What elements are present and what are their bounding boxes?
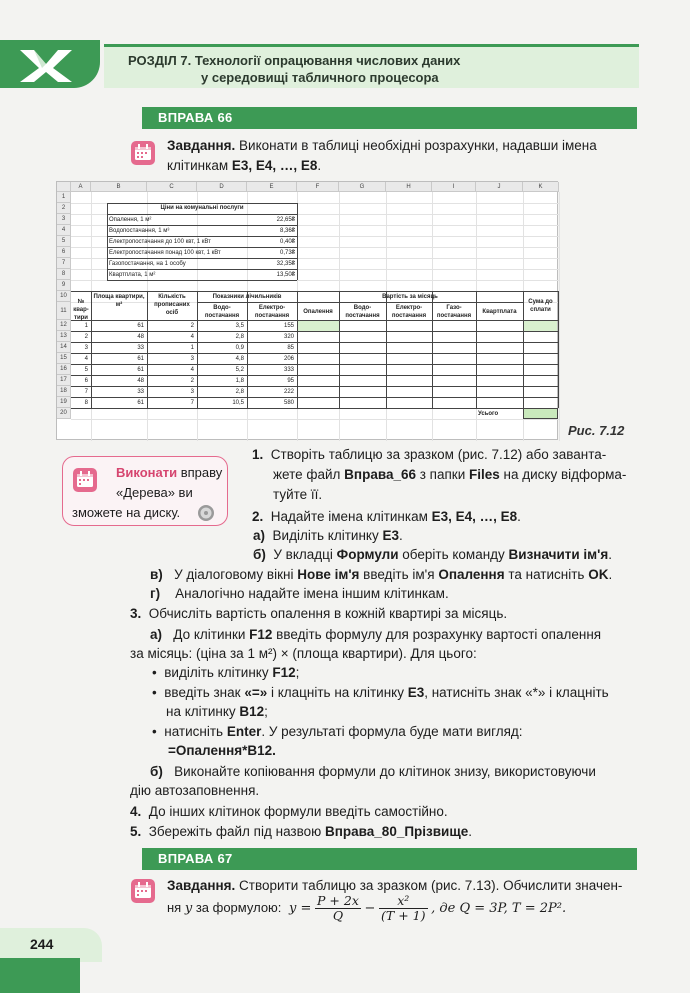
bullet-3: • натисніть Enter. У результаті формула буде мати вигляд: [152,724,523,739]
bullet-2-line2: на клітинку B12; [166,704,268,719]
header-elec: Електро-постачання [254,305,290,319]
bullet-1: • виділіть клітинку F12; [152,665,300,680]
step-3b-line2: дію автозаповнення. [130,783,260,798]
table-cell: 2 [190,378,194,384]
table-cell: 2 [84,334,88,340]
row-header: 2 [57,203,71,214]
chapter-title: РОЗДІЛ 7. Технології опрацювання числових даних у середовищі табличного процесора [128,53,461,85]
grid-line [71,419,559,420]
page-number: 244 [30,936,54,952]
table-cell: 222 [283,389,294,395]
header-cost-elec: Електро-постачання [391,305,427,319]
price-name: Електропостачання понад 100 квт, 1 кВт [109,250,221,256]
total-cell [523,408,558,419]
price-name: Опалення, 1 м² [109,217,152,223]
disk-icon [197,504,215,522]
header-heat: Опалення [303,309,333,315]
row-header: 20 [57,408,71,419]
row-header: 12 [57,320,71,331]
row-header: 11 [57,302,71,320]
header-area: Площа квартири, м² [93,294,145,308]
exercise-66-label: ВПРАВА 66 [158,110,233,125]
table-cell: 2,8 [235,334,244,340]
row-header: 16 [57,364,71,375]
table-cell: 85 [287,345,294,351]
chapter-x-icon [12,46,82,84]
table-cell: 2 [190,323,194,329]
fraction-2: $\frac{\text{x²}}{(T + 1)}$ [381,893,426,923]
task-icon [130,140,156,166]
step-3b: б) Виконайте копіювання формули до клітинок знизу, використовуючи [150,764,596,779]
table-cell: 1 [84,323,88,329]
table-cell: 33 [137,389,144,395]
selected-cell-k12 [524,321,557,331]
side-note-text: Виконати вправу «Дерева» ви [116,465,223,500]
grid-line [559,192,560,441]
column-header: F [297,182,339,192]
table-cell: 6 [84,378,88,384]
prices-title: Ціни на комунальні послуги [160,205,244,211]
chapter-logo [0,40,100,88]
table-cell: 8 [84,400,88,406]
table-cell: 4 [190,334,194,340]
header-water: Водо-постачання [204,305,240,319]
header-meters: Показники лічильників [212,294,282,300]
total-label: Усього [478,411,499,417]
page-tab-dark [0,958,80,993]
price-row-border [107,225,297,226]
exercise-67-formula-line: ня y за формулою: y = $\frac{P + 2x}{Q}$ − $\frac{\text{x²}}{(T + 1)}$ , де Q = 3P, T = 2P². [167,893,567,923]
disk-task-icon [72,467,98,493]
step-1: 1. Створіть таблицю за зразком (рис. 7.12) або заванта- [252,447,607,462]
table-cell: 3,5 [235,323,244,329]
table-cell: 61 [137,323,144,329]
column-header: H [386,182,432,192]
price-block-border [107,280,297,281]
table-cell: 206 [283,356,294,362]
row-header: 3 [57,214,71,225]
row-header: 5 [57,236,71,247]
task-icon-67 [130,878,156,904]
table-cell: 48 [137,334,144,340]
step-3: 3. Обчисліть вартість опалення в кожній квартирі за місяць. [130,606,508,621]
step-2a: а) Виділіть клітинку E3. [253,528,403,543]
step-2: 2. Надайте імена клітинкам E3, E4, …, E8. [252,509,521,524]
column-header: K [523,182,559,192]
table-row-border [71,342,558,343]
step-2d: г) Аналогічно надайте імена іншим клітинкам. [150,586,449,601]
table-cell: 4,8 [235,356,244,362]
price-name: Електропостачання до 100 квт, 1 кВт [109,239,211,245]
table-cell: 2,8 [235,389,244,395]
table-cell: 580 [283,400,294,406]
table-cell: 0,9 [235,345,244,351]
column-header: C [147,182,197,192]
table-cell: 1 [190,345,194,351]
exercise-67-label: ВПРАВА 67 [158,851,233,866]
table-cell: 7 [84,389,88,395]
row-header: 10 [57,291,71,302]
side-note-text-line3: зможете на диску. [72,505,181,520]
table-cell: 4 [190,367,194,373]
column-header: D [197,182,247,192]
row-header: 6 [57,247,71,258]
price-value: 0,40₴ [279,239,295,245]
sheet-corner [57,182,71,192]
row-header: 1 [57,192,71,203]
table-row-border [71,331,558,332]
selected-cell-f12 [298,321,339,331]
table-col-border [558,291,559,408]
price-name: Газопостачання, на 1 особу [109,261,186,267]
table-cell: 333 [283,367,294,373]
row-header: 18 [57,386,71,397]
meters-subheader-border [197,302,297,303]
row-header: 9 [57,280,71,291]
table-border [71,291,558,292]
step-1-line2: жете файл Вправа_66 з папки Files на диску відформа- [273,467,627,482]
step-1-line3: туйте її. [273,487,323,502]
table-cell: 95 [287,378,294,384]
step-3a: а) До клітинки F12 введіть формулу для розрахунку вартості опалення [150,627,602,642]
table-cell: 3 [84,345,88,351]
table-cell: 155 [283,323,294,329]
column-header: A [71,182,91,192]
table-cell: 3 [190,356,194,362]
table-row-border [71,364,558,365]
table-cell: 5 [84,367,88,373]
table-cell: 3 [190,389,194,395]
bullet-2: • введіть знак «=» і клацніть на клітинку E3, натисніть знак «*» і клацніть [152,685,609,700]
row-header: 13 [57,331,71,342]
fraction-1: $\frac{P + 2x}{Q}$ [317,893,359,923]
table-border [71,408,558,409]
table-cell: 4 [84,356,88,362]
table-cell: 33 [137,345,144,351]
column-header: E [247,182,297,192]
header-cost-water: Водо-постачання [345,305,380,319]
price-value: 0,73₴ [279,250,295,256]
spreadsheet-figure [56,181,558,440]
row-header: 8 [57,269,71,280]
price-row-border [107,236,297,237]
header-people: Кількість прописаних осіб [154,294,190,316]
table-cell: 10,5 [232,400,244,406]
column-header: G [339,182,386,192]
header-gas: Газо-постачання [436,305,472,319]
table-row-border [71,386,558,387]
column-header: I [432,182,476,192]
price-row-border [107,258,297,259]
row-header: 17 [57,375,71,386]
price-name: Водопостачання, 1 м³ [109,228,170,234]
exercise-66-task: Завдання. Виконати в таблиці необхідні розрахунки, надавши імена клітинкам E3, E4, …, E8. [167,138,597,173]
table-cell: 48 [137,378,144,384]
price-value: 32,35₴ [276,261,295,267]
table-row-border [71,375,558,376]
figure-caption: Рис. 7.12 [568,423,625,438]
exercise-67-task: Завдання. Створити таблицю за зразком (рис. 7.13). Обчислити значен- [167,878,623,893]
row-header: 14 [57,342,71,353]
step-5: 5. Збережіть файл під назвою Вправа_80_Прізвище. [130,824,473,839]
price-value: 13,50₴ [276,272,295,278]
price-row-border [107,247,297,248]
price-value: 22,65₴ [276,217,295,223]
table-cell: 61 [137,356,144,362]
price-row-border [107,214,297,215]
header-rent: Квартплата [482,309,517,315]
cost-subheader-border [297,302,523,303]
row-header: 4 [57,225,71,236]
table-cell: 7 [190,400,194,406]
table-row-border [71,353,558,354]
column-header: J [476,182,523,192]
step-2b: б) У вкладці Формули оберіть команду Визначити ім'я. [253,547,613,562]
table-cell: 5,2 [235,367,244,373]
table-cell: 320 [283,334,294,340]
header-cost: Вартість за місяць [382,294,438,300]
table-cell: 61 [137,367,144,373]
row-header: 15 [57,353,71,364]
bullet-3-formula: =Опалення*B12. [168,743,276,758]
table-cell: 61 [137,400,144,406]
price-value: 8,36₴ [279,228,295,234]
price-block-border [297,203,298,280]
row-header: 19 [57,397,71,408]
step-2c: в) У діалоговому вікні Нове ім'я введіть ім'я Опалення та натисніть OK. [150,567,613,582]
step-4: 4. До інших клітинок формули введіть самостійно. [130,804,448,819]
table-cell: 1,8 [235,378,244,384]
header-sum: Сума до сплати [528,299,553,313]
price-row-border [107,269,297,270]
column-header: B [91,182,147,192]
table-row-border [71,397,558,398]
header-apt: № квар-тири [73,299,89,321]
row-header: 7 [57,258,71,269]
step-3a-line2: за місяць: (ціна за 1 м²) × (площа квартири). Для цього: [130,646,477,661]
price-name: Квартплата, 1 м² [109,272,156,278]
